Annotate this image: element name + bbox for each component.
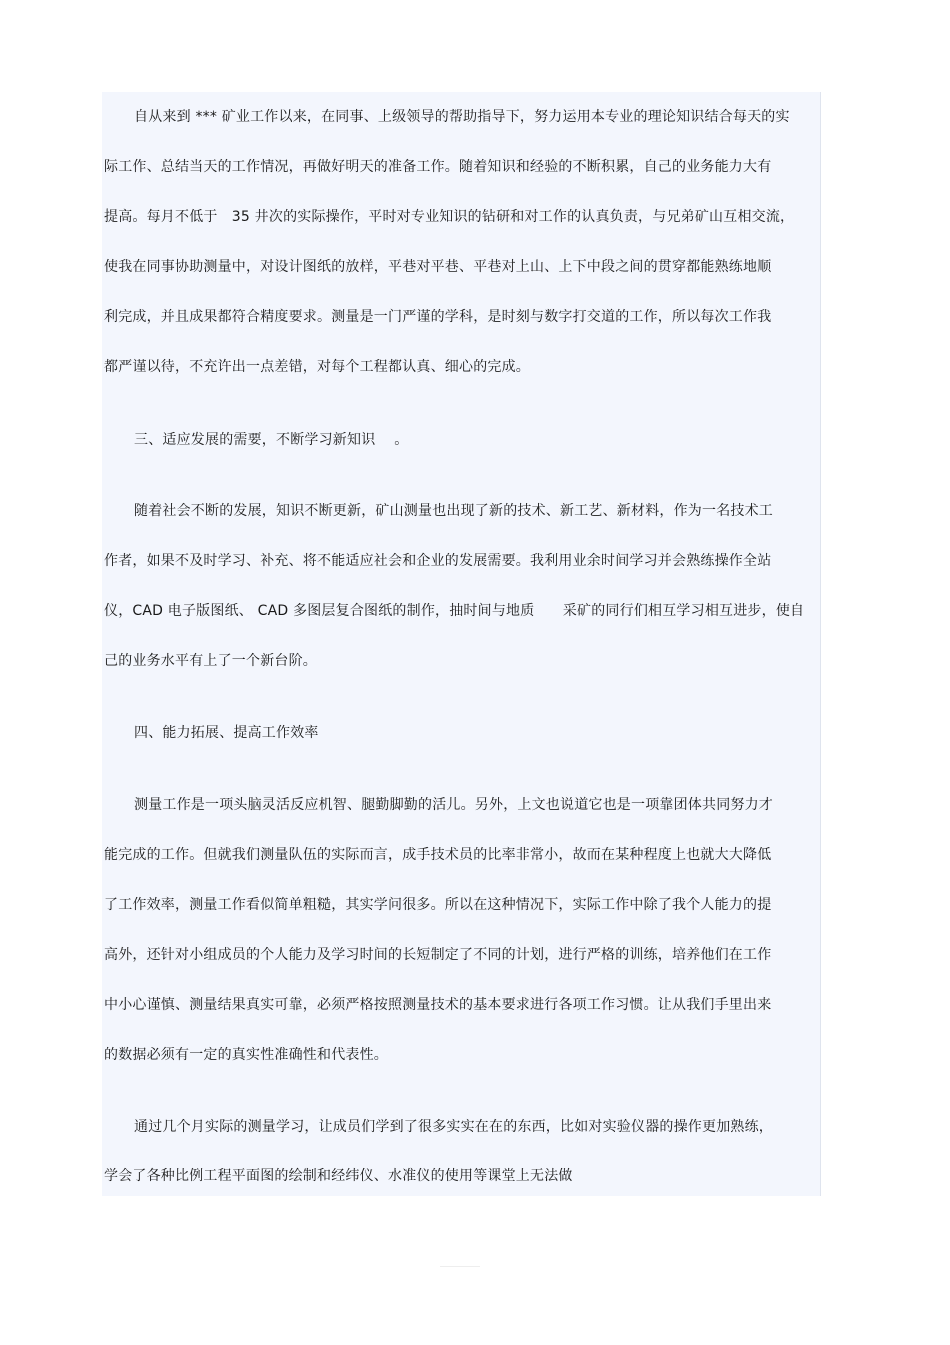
paragraph-line: 高外，还针对小组成员的个人能力及学习时间的长短制定了不同的计划，进行严格的训练，培养他们在工作	[104, 947, 772, 963]
paragraph-line: 的数据必须有一定的真实性准确性和代表性。	[104, 1047, 388, 1063]
paragraph-line: 作者，如果不及时学习、补充、将不能适应社会和企业的发展需要。我利用业余时间学习并会熟练操作全站	[104, 553, 772, 569]
paragraph-line: 自从来到 *** 矿业工作以来，在同事、上级领导的帮助指导下，努力运用本专业的理论知识结合每天的实	[134, 109, 790, 125]
paragraph-line: 通过几个月实际的测量学习，让成员们学到了很多实实在在的东西，比如对实验仪器的操作更加熟练，	[134, 1119, 773, 1135]
paragraph-line: 了工作效率，测量工作看似简单粗糙，其实学问很多。所以在这种情况下，实际工作中除了我个人能力的提	[104, 897, 772, 913]
paragraph-line: 己的业务水平有上了一个新台阶。	[104, 653, 317, 669]
paragraph-line: 学会了各种比例工程平面图的绘制和经纬仪、水准仪的使用等课堂上无法做	[104, 1168, 573, 1184]
paragraph-line: 仪，CAD 电子版图纸、 CAD 多图层复合图纸的制作，抽时间与地质 采矿的同行们相互学习相互进步，使自	[104, 603, 805, 619]
paragraph-line: 都严谨以待，不充许出一点差错，对每个工程都认真、细心的完成。	[104, 359, 530, 375]
paragraph-line: 测量工作是一项头脑灵活反应机智、腿勤脚勤的活儿。另外，上文也说道它也是一项靠团体共同努力才	[134, 797, 773, 813]
paragraph-line: 能完成的工作。但就我们测量队伍的实际而言，成手技术员的比率非常小，故而在某种程度上也就大大降低	[104, 847, 772, 863]
paragraph-line: 利完成，并且成果都符合精度要求。测量是一门严谨的学科，是时刻与数字打交道的工作，所以每次工作我	[104, 309, 772, 325]
page-footer-rule	[440, 1266, 480, 1267]
section-heading: 三、适应发展的需要，不断学习新知识 。	[134, 432, 409, 448]
paragraph-line: 使我在同事协助测量中，对设计图纸的放样，平巷对平巷、平巷对上山、上下中段之间的贯穿都能熟练地顺	[104, 259, 772, 275]
paragraph-line: 际工作、总结当天的工作情况，再做好明天的准备工作。随着知识和经验的不断积累，自己的业务能力大有	[104, 159, 772, 175]
paragraph-line: 随着社会不断的发展，知识不断更新，矿山测量也出现了新的技术、新工艺、新材料，作为一名技术工	[134, 503, 773, 519]
section-heading: 四、能力拓展、提高工作效率	[134, 725, 319, 741]
paragraph-line: 提高。每月不低于 35 井次的实际操作，平时对专业知识的钻研和对工作的认真负责，与兄弟矿山互相交流，	[104, 209, 795, 225]
paragraph-line: 中小心谨慎、测量结果真实可靠，必须严格按照测量技术的基本要求进行各项工作习惯。让从我们手里出来	[104, 997, 772, 1013]
